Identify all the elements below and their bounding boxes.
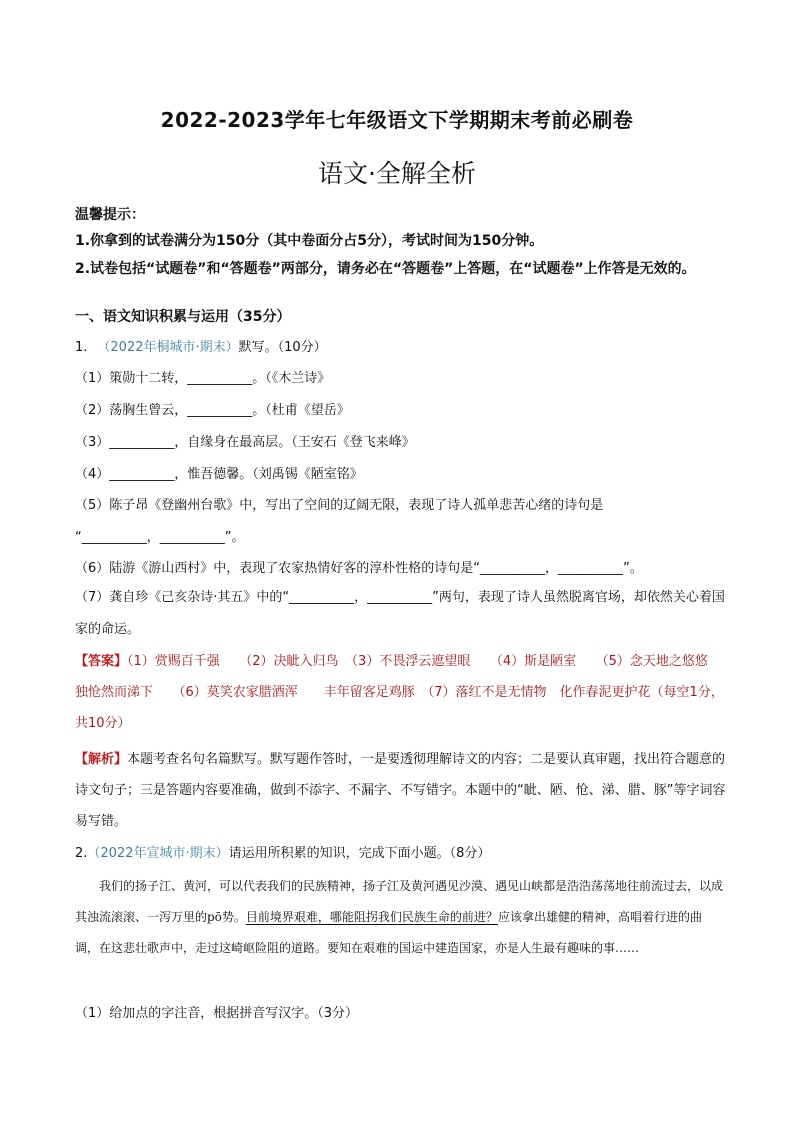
question-source: （2022年桐城市·期末） xyxy=(97,340,239,355)
question-stem: 默写。（10分） xyxy=(238,340,327,355)
analysis-label: 【解析】 xyxy=(75,752,128,767)
q1-item-1: （1）策勋十二转，__________。（《木兰诗》 xyxy=(75,371,331,386)
q1-item-5b: “__________，__________”。 xyxy=(75,530,245,545)
q1-item-3: （3）__________，自缘身在最高层。（王安石《登飞来峰》 xyxy=(75,435,415,450)
question-2-header xyxy=(75,842,730,861)
q1-item-5a: （5）陈子昂《登幽州台歌》中，写出了空间的辽阔无限，表现了诗人孤单悲苦心绪的诗句是 xyxy=(75,498,604,513)
question-number: 1. xyxy=(75,340,88,355)
tip-item-1: 1.你拿到的试卷满分为150分（其中卷面分占5分），考试时间为150分钟。 xyxy=(75,233,544,249)
question-stem: 请运用所积累的知识，完成下面小题。（8分） xyxy=(228,846,491,861)
passage-part-1: 我们的扬子江、黄河，可以代表我们的民族精神，扬子江及黄河遇见沙漠、遇见山峡都是浩浩荡荡地往前流过去，以成其浊流滚滚、一泻万里的pō势。 xyxy=(75,879,724,924)
section-heading: 一、语文知识积累与运用（35分） xyxy=(75,309,291,325)
q1-analysis xyxy=(75,744,730,837)
q1-answer xyxy=(75,646,734,739)
q1-item-7: （7）龚自珍《己亥杂诗·其五》中的“__________，__________”两句，表现了诗人虽然脱离官场，却依然关心着国家的命运。 xyxy=(75,590,725,637)
reading-passage xyxy=(75,871,725,964)
question-1-header xyxy=(75,336,730,355)
passage-part-2: 应该拿出雄健的精神，高唱着行进的曲调，在这悲壮歌声中，走过这崎岖险阻的道路。要知在艰难的国运中建造国家，亦是人生最有趣味的事…… xyxy=(75,910,702,955)
question-source: （2022年宣城市·期末） xyxy=(87,846,229,861)
analysis-text: 本题考查名句名篇默写。默写题作答时，一是要透彻理解诗文的内容；二是要认真审题，找出符合题意的诗文句子；三是答题内容要准确，做到不添字、不漏字、不写错字。本题中的“眦、陋、怆、涕、腊、豚”等字词容易写错。 xyxy=(75,752,726,829)
answer-text: （1）赏赐百千强 （2）决眦入归鸟 （3）不畏浮云遮望眼 （4）斯是陋室 （5）念天地之悠悠 独怆然而涕下 （6）莫笑农家腊酒浑 丰年留客足鸡豚 （7）落红不是无情物 化作春泥更护花（每空1分，共10分） xyxy=(75,654,734,731)
q1-item-6: （6）陆游《游山西村》中，表现了农家热情好客的淳朴性格的诗句是“__________，__________”。 xyxy=(75,561,643,576)
q1-item-4: （4）__________，惟吾德馨。（刘禹锡《陋室铭》 xyxy=(75,467,363,482)
answer-label: 【答案】 xyxy=(75,654,128,669)
page-title: 2022-2023学年七年级语文下学期期末考前必刷卷 xyxy=(160,108,634,132)
tip-item-2: 2.试卷包括“试题卷”和“答题卷”两部分，请务必在“答题卷”上答题，在“试题卷”上作答是无效的。 xyxy=(75,261,696,277)
passage-underlined-sentence: 目前境界艰难，哪能阻拐我们民族生命的前进？ xyxy=(245,910,498,924)
question-number: 2. xyxy=(75,846,88,861)
tips-heading: 温馨提示： xyxy=(75,207,145,223)
page-subtitle: 语文·全解全析 xyxy=(318,159,476,188)
q1-item-2: （2）荡胸生曾云，__________。（杜甫《望岳》 xyxy=(75,403,350,418)
q2-sub-question-1: （1）给加点的字注音，根据拼音写汉字。（3分） xyxy=(75,1006,359,1021)
